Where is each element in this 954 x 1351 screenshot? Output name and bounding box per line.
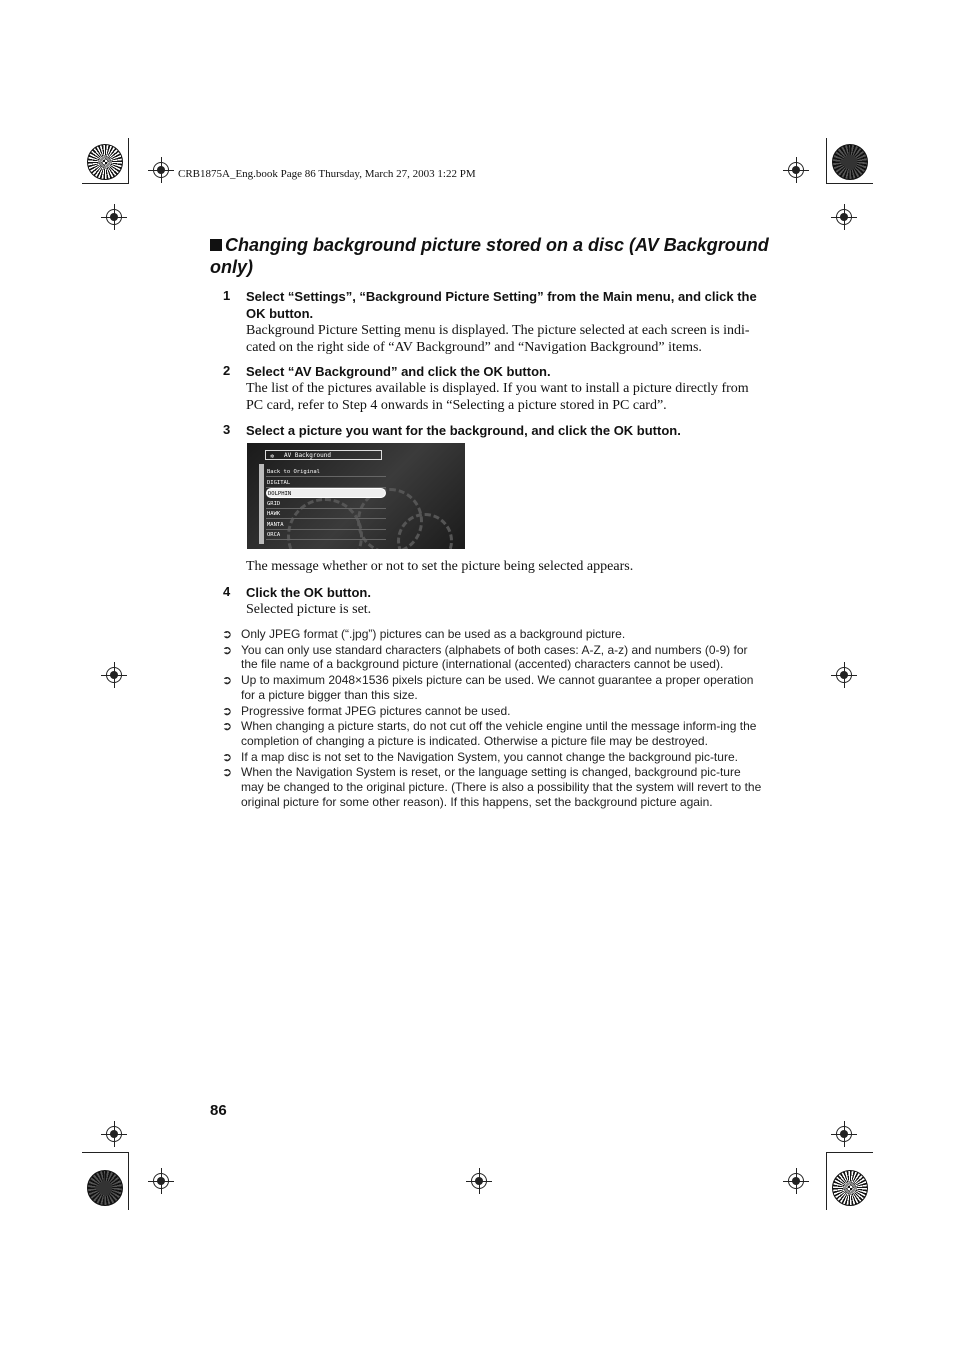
- registration-rosette-bottom-left: [87, 1170, 123, 1206]
- note-item: ➲ When the Navigation System is reset, or the language setting is changed, background pic-ture may be changed to the original picture. (There is also a possibility that the system will revert to the original picture for some other reason). If this happens, set the background picture again.: [222, 765, 762, 809]
- crosshair-mark: [106, 1126, 122, 1142]
- crop-line: [826, 183, 873, 184]
- crop-line: [128, 1152, 129, 1210]
- screen-title: AV Background: [284, 452, 331, 459]
- crosshair-mark: [106, 667, 122, 683]
- step-heading: Click the OK button.: [246, 585, 371, 600]
- page-number: 86: [210, 1102, 227, 1119]
- section-title-text: Changing background picture stored on a disc (AV Background only): [210, 235, 769, 277]
- list-item[interactable]: Back to Original: [266, 467, 386, 477]
- step-1: [223, 288, 768, 356]
- step-heading: Select “Settings”, “Background Picture Setting” from the Main menu, and click the OK button.: [246, 289, 757, 321]
- step-body: Background Picture Setting menu is displayed. The picture selected at each screen is indi-cated on the right side of “AV Background” and “Navigation Background” items.: [246, 323, 750, 355]
- note-item: ➲ Only JPEG format (“.jpg”) pictures can be used as a background picture.: [222, 627, 626, 641]
- registration-rosette-top-right: [832, 144, 868, 180]
- crosshair-mark: [153, 1173, 169, 1189]
- step-heading: Select “AV Background” and click the OK button.: [246, 364, 551, 379]
- crosshair-mark: [836, 209, 852, 225]
- step-2: [223, 363, 768, 414]
- square-bullet-icon: [210, 239, 222, 251]
- step-number: 1: [223, 288, 231, 303]
- note-item: ➲ You can only use standard characters (alphabets of both cases: A-Z, a-z) and numbers (0-9) for the file name of a background picture (international (accented) characters cannot be used).: [222, 642, 748, 672]
- step-number: 3: [223, 422, 231, 437]
- crosshair-mark: [471, 1173, 487, 1189]
- settings-icon: ✲: [270, 452, 275, 460]
- step-body: The list of the pictures available is displayed. If you want to install a picture directly from PC card, refer to Step 4 onwards in “Selecting a picture stored in PC card”.: [246, 381, 749, 413]
- step-number: 4: [223, 584, 231, 599]
- crosshair-mark: [788, 162, 804, 178]
- crop-line: [826, 1152, 827, 1210]
- list-item[interactable]: MANTA: [266, 520, 386, 530]
- crosshair-mark: [153, 162, 169, 178]
- crop-line: [82, 1152, 129, 1153]
- note-item: ➲ Up to maximum 2048×1536 pixels picture can be used. We cannot guarantee a proper operation for a picture bigger than this size.: [222, 673, 754, 702]
- crosshair-mark: [788, 1173, 804, 1189]
- after-screen-text: The message whether or not to set the picture being selected appears.: [246, 559, 634, 574]
- list-item[interactable]: DIGITAL: [266, 478, 386, 488]
- section-title: [210, 234, 770, 278]
- crop-line: [826, 138, 827, 184]
- scrollbar[interactable]: [259, 464, 264, 544]
- arrow-note-icon: ➲: [222, 703, 233, 718]
- list-item[interactable]: GRID: [266, 499, 386, 509]
- crop-line: [826, 1152, 873, 1153]
- step-body: Selected picture is set.: [246, 602, 372, 617]
- step-4: [223, 584, 768, 618]
- step-number: 2: [223, 363, 231, 378]
- notes-list: [222, 627, 762, 810]
- registration-rosette-bottom-right: [832, 1170, 868, 1206]
- list-item[interactable]: HAWK: [266, 509, 386, 519]
- step-3: [223, 422, 768, 439]
- registration-rosette-top-left: [87, 144, 123, 180]
- av-background-screen-image: [247, 443, 465, 549]
- arrow-note-icon: ➲: [222, 627, 233, 641]
- arrow-note-icon: ➲: [222, 673, 233, 688]
- arrow-note-icon: ➲: [222, 765, 233, 780]
- step-heading: Select a picture you want for the background, and click the OK button.: [246, 423, 681, 438]
- arrow-note-icon: ➲: [222, 642, 233, 657]
- screen-title-bar: [265, 450, 382, 460]
- crosshair-mark: [836, 667, 852, 683]
- crop-line: [128, 138, 129, 184]
- crop-line: [82, 183, 129, 184]
- crosshair-mark: [106, 209, 122, 225]
- crosshair-mark: [836, 1126, 852, 1142]
- arrow-note-icon: ➲: [222, 749, 233, 764]
- list-item-selected[interactable]: DOLPHIN: [266, 488, 386, 498]
- file-header: CRB1875A_Eng.book Page 86 Thursday, March 27, 2003 1:22 PM: [178, 168, 476, 180]
- note-item: ➲ When changing a picture starts, do not cut off the vehicle engine until the message inform-ing the completion of changing a picture is indicated. Otherwise a picture file may be destroyed.: [222, 719, 757, 748]
- list-item[interactable]: ORCA: [266, 530, 386, 540]
- arrow-note-icon: ➲: [222, 719, 233, 734]
- note-item: ➲ If a map disc is not set to the Navigation System, you cannot change the background pic-ture.: [222, 749, 738, 764]
- note-item: ➲ Progressive format JPEG pictures cannot be used.: [222, 703, 511, 718]
